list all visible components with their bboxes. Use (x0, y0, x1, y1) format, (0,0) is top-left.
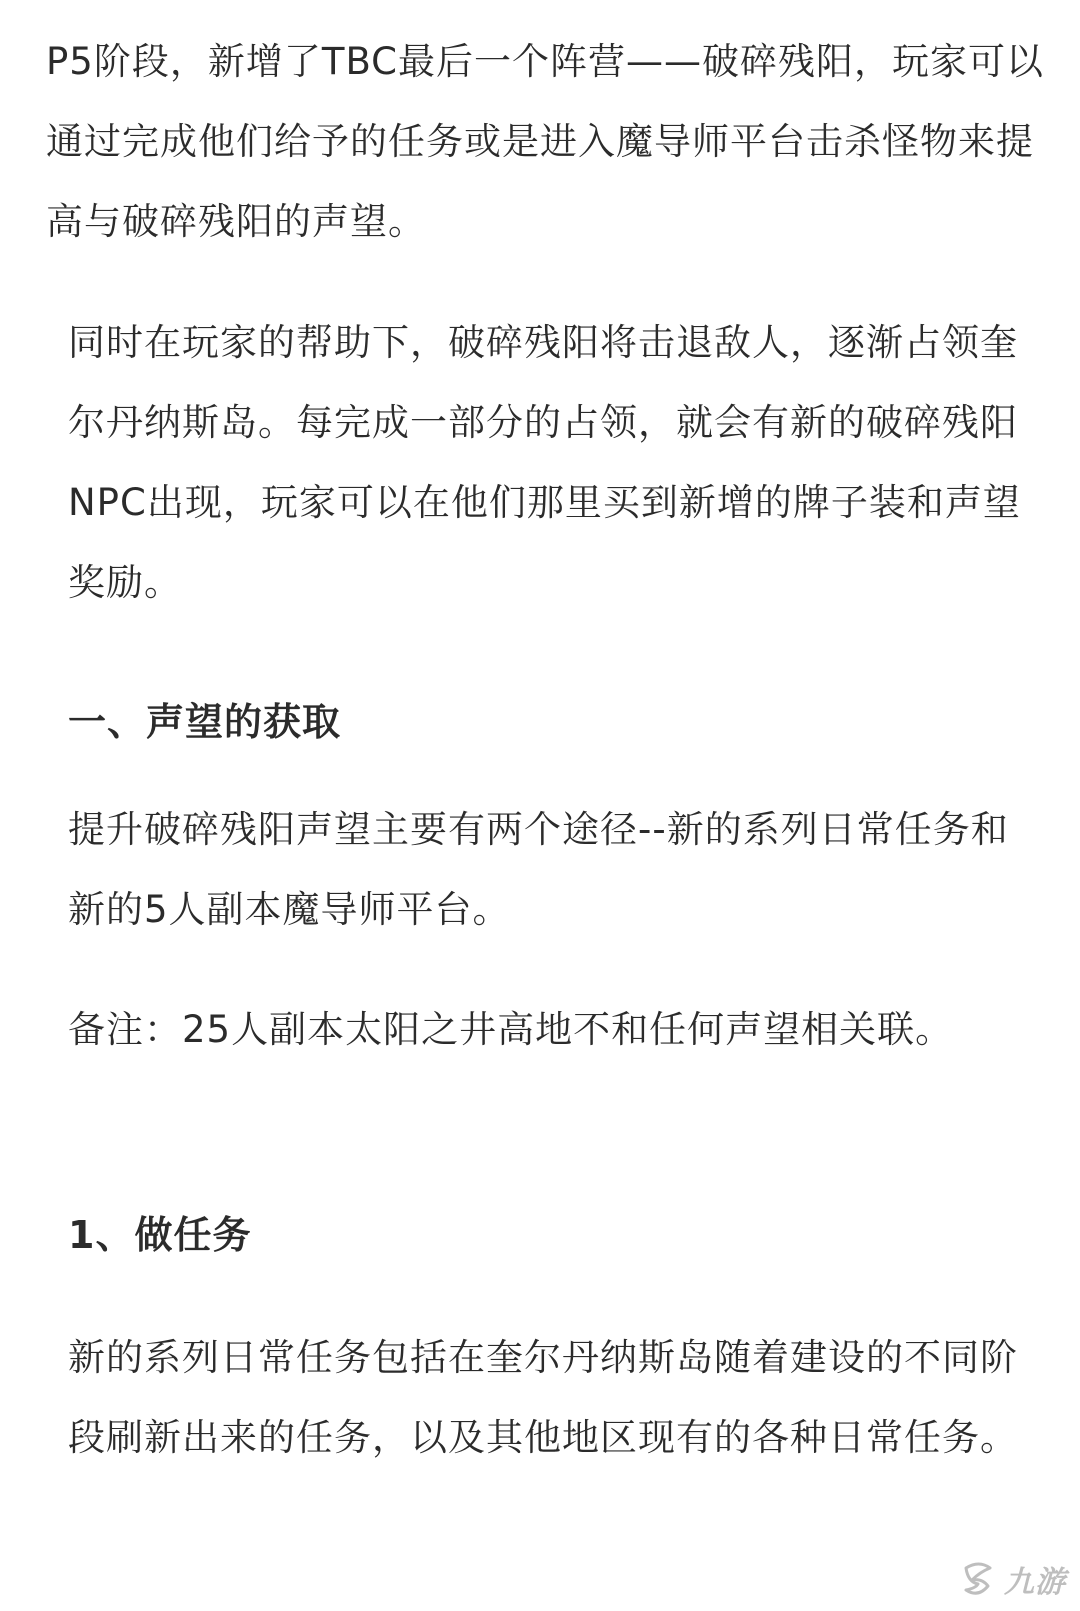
daily-quests-paragraph: 新的系列日常任务包括在奎尔丹纳斯岛随着建设的不同阶段刷新出来的任务，以及其他地区现有的各种日常任务。 (68, 1336, 1018, 1459)
watermark (958, 1557, 1066, 1601)
section-heading-reputation: 一、声望的获取 (68, 700, 342, 744)
note-paragraph: 备注：25人副本太阳之井高地不和任何声望相关联。 (68, 1008, 954, 1051)
watermark-text: 九游 (1004, 1565, 1066, 1600)
occupation-paragraph: 同时在玩家的帮助下，破碎残阳将击退敌人，逐渐占领奎尔丹纳斯岛。每完成一部分的占领，就会有新的破碎残阳NPC出现，玩家可以在他们那里买到新增的牌子装和声望奖励。 (68, 321, 1021, 604)
section-heading-quests: 1、做任务 (68, 1213, 252, 1257)
reputation-methods-paragraph: 提升破碎残阳声望主要有两个途径--新的系列日常任务和新的5人副本魔导师平台。 (68, 808, 1009, 931)
intro-paragraph: P5阶段，新增了TBC最后一个阵营——破碎残阳，玩家可以通过完成他们给予的任务或是进入魔导师平台击杀怪物来提高与破碎残阳的声望。 (46, 40, 1045, 243)
jiuyou-logo-icon (958, 1558, 1000, 1600)
